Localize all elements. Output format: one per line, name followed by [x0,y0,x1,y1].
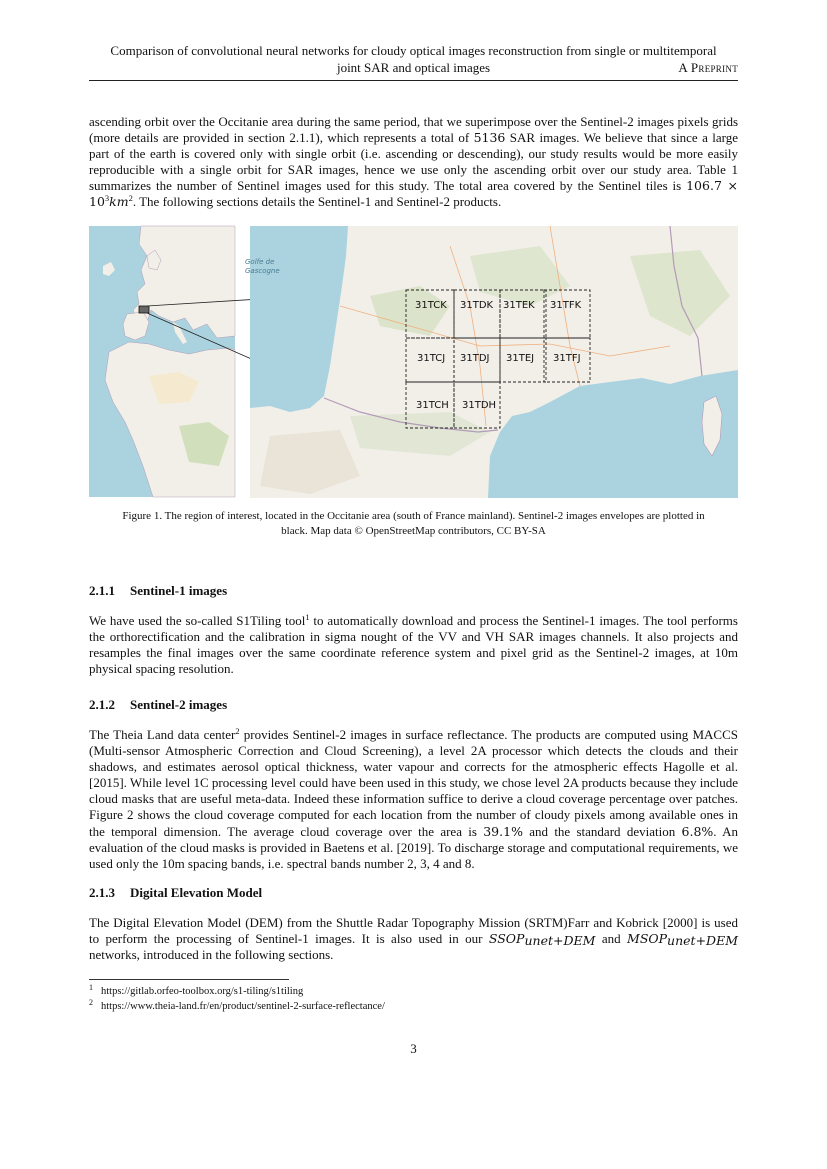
s2-text-b: provides Sentinel-2 images in surface reflectance. The products are computed using MACCS (Multi-sensor Atmospheric Correction and Cloud Screening), a level 2A processor which detects the clouds and their shadows, and estimates aerosol optical thickness, water vapour and corrects for the atmospheric effects Hagolle et al. [2015]. While level 1C processing level could have been used in this study, we chose level 2A products because they include cloud masks that are useful meta-data. Indeed these information suffice to derive a cloud coverage percentage over patches. Figure 2 shows the cloud coverage computed for each location from the number of cloudy pixels among available ones in the temporal dimension. The average cloud coverage over the area is [89,727,738,839]
footnote-mark: 1 [89,983,93,992]
caption-line-1: Figure 1. The region of interest, located in the Occitanie area (south of France mainland). Sentinel-2 images envelopes are plotted in [122,510,705,522]
detail-map [245,226,738,498]
section-number: 2.1.2 [89,697,115,712]
sea-label-1: Golfe de [245,258,275,266]
figure-caption [89,509,738,539]
section-number: 2.1.3 [89,885,115,900]
model-msop-subscript: unet+DEM [667,933,738,949]
dem-text-a: The Digital Elevation Model (DEM) from the Shuttle Radar Topography Mission (SRTM)Farr and Kobrick [2000] is used to perform the processing of Sentinel-1 images. It is also used in our [89,915,738,947]
model-ssop: SSOP [488,931,525,947]
tile-label-31TCJ: 31TCJ [417,353,446,364]
dem-text-c: networks, introduced in the following sections. [89,947,334,963]
model-msop: MSOP [627,931,668,947]
sentinel1-paragraph [89,613,738,677]
sar-image-count: 5136 [473,130,506,146]
page-number: 3 [410,1041,417,1056]
model-ssop-subscript: unet+DEM [524,933,596,949]
std-cloud-coverage: 6.8% [681,823,714,839]
tile-label-31TEJ: 31TEJ [506,353,535,364]
footnote-rule [89,979,289,980]
tile-label-31TEK: 31TEK [503,300,535,311]
preprint-tag: A Preprint [678,60,738,75]
tile-label-31TDJ: 31TDJ [460,353,490,364]
area-exponent: 3 [104,193,110,204]
section-number: 2.1.1 [89,583,115,598]
tile-label-31TDH: 31TDH [462,400,497,411]
intro-text-1: ascending orbit over the Occitanie area during the same period, that we superimpose over the Sentinel-2 images pixels grids (more details are provided in section 2.1.1), which represents a total of [89,114,738,146]
s1-text-a: We have used the so-called S1Tiling tool [89,613,306,628]
section-heading-sentinel2 [89,697,227,713]
footnote-mark: 2 [89,998,93,1007]
area-value: 106.7 × 10 [89,178,738,210]
tile-label-31TCK: 31TCK [415,300,447,311]
section-title: Digital Elevation Model [130,885,263,900]
intro-text-2: SAR images. We believe that since a large part of the earth is covered only with single orbit (i.e. ascending or descending), our study results would be more easily reproducible with a single orbit for SAR images, hence we use only the ascending orbit over our study area. Table 1 summarizes the number of Sentinel images used for this study. The total area covered by the Sentinel tiles is [89,130,738,194]
footnote-ref-1[interactable]: 1 [305,612,310,622]
dem-text-b: and [595,931,628,947]
area-unit: km [109,194,129,210]
sentinel2-paragraph [89,727,738,872]
tile-label-31TFK: 31TFK [550,300,582,311]
dem-paragraph [89,915,738,963]
section-title: Sentinel-1 images [130,583,228,598]
avg-cloud-coverage: 39.1% [483,823,523,839]
s2-text-a: The Theia Land data center [89,727,236,742]
caption-line-2: black. Map data © OpenStreetMap contributors, CC BY-SA [281,525,546,537]
footnote-ref-2[interactable]: 2 [235,726,240,736]
header-title-line1: Comparison of convolutional neural networks for cloudy optical images reconstruction from single or multitemporal [110,43,717,58]
section-heading-dem [89,885,262,901]
tile-label-31TCH: 31TCH [416,400,449,411]
intro-text-3: . The following sections details the Sentinel-1 and Sentinel-2 products. [132,194,502,210]
s2-text-d: . An evaluation of the cloud masks is provided in Baetens et al. [2019]. To discharge storage and computational requirements, we used only the 10m spacing bands, i.e. spectral bands number 2, 3, 4 and 8. [89,823,738,871]
footnote-url-1[interactable]: https://gitlab.orfeo-toolbox.org/s1-tiling/s1tiling [101,986,304,997]
s2-text-c: and the standard deviation [522,823,682,839]
section-heading-sentinel1 [89,583,227,599]
footnote-1 [89,985,303,999]
footnote-url-2[interactable]: https://www.theia-land.fr/en/product/sentinel-2-surface-reflectance/ [101,1001,385,1012]
tile-label-31TDK: 31TDK [460,300,494,311]
footnote-2 [89,1000,385,1014]
sea-label-2: Gascogne [245,267,280,275]
area-unit-exponent: 2 [128,193,133,204]
header-title-line2: joint SAR and optical images [336,60,491,75]
tile-label-31TFJ: 31TFJ [553,353,581,364]
section-title: Sentinel-2 images [130,697,228,712]
s1-text-b: to automatically download and process the Sentinel-1 images. The tool performs the orthorectification and the calibration in sigma nought of the VV and VH SAR images channels. It also projects and resamples the final images over the same coordinate reference system and pixel grid as the Sentinel-2 images, at 10m physical spacing resolution. [89,613,738,677]
